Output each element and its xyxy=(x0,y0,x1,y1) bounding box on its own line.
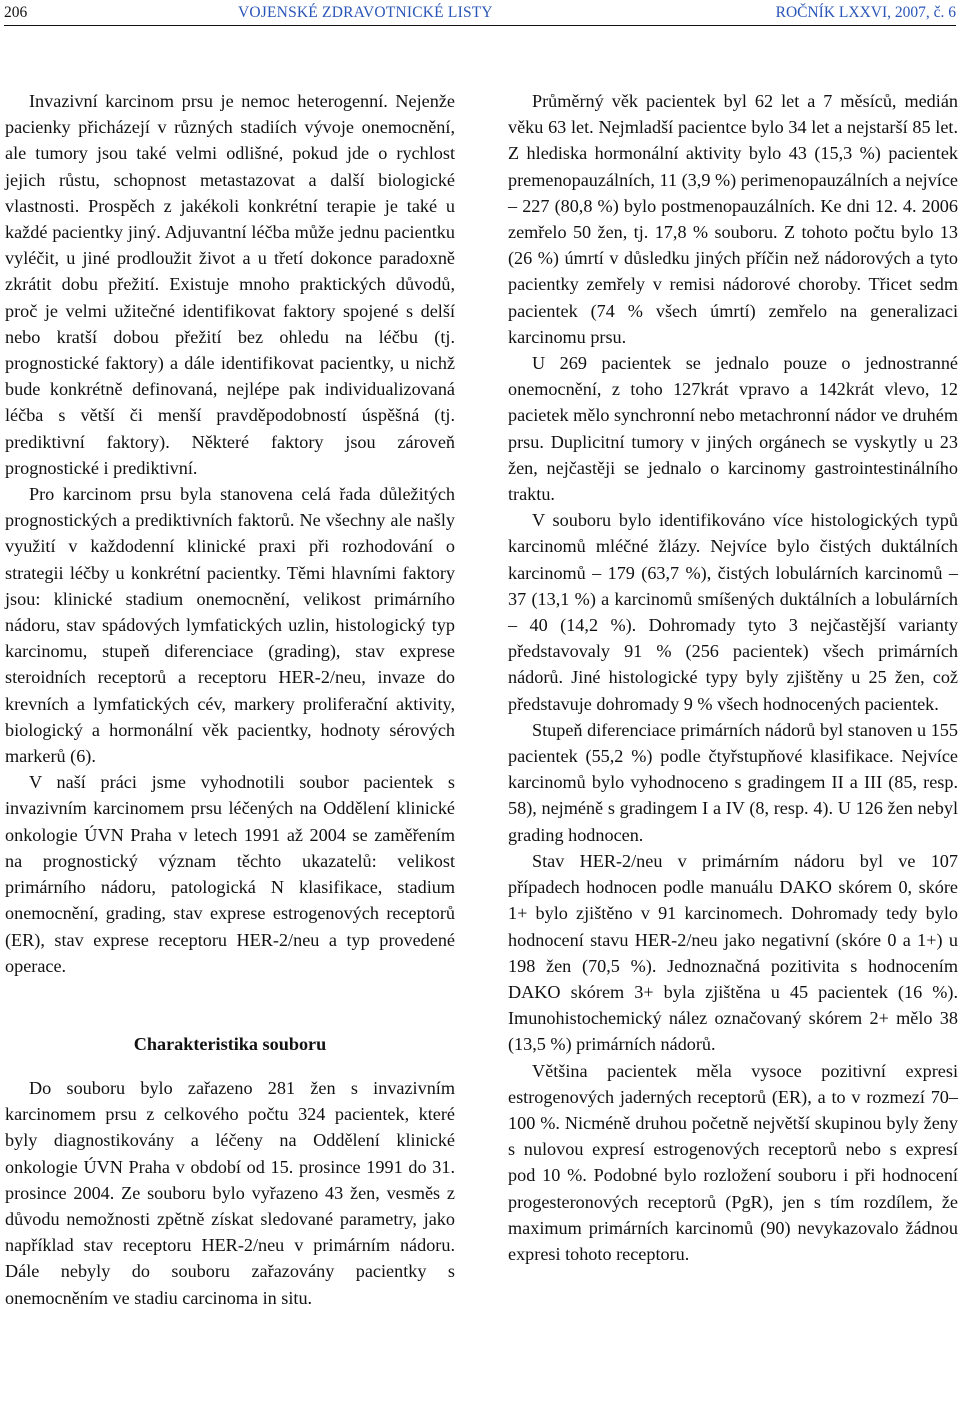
paragraph: Do souboru bylo zařazeno 281 žen s invazivním karcinomem prsu z celkového počtu 324 pacientek, které byly diagnostikovány a léčeny na Oddělení klinické onkologie ÚVN Praha v období od 15. prosince 1991 do 31. prosince 2004. Ze souboru bylo vyřazeno 43 žen, vesměs z důvodu nemožnosti zpětně získat sledované parametry, jako například stav receptoru HER-2/neu v primárním nádoru. Dále nebyly do souboru zařazovány pacientky s onemocněním ve stadiu carcinoma in situ. xyxy=(5,1077,455,1308)
right-column xyxy=(508,88,958,1267)
paragraph: Stupeň diferenciace primárních nádorů byl stanoven u 155 pacientek (55,2 %) podle čtyřstupňové klasifikace. Nejvíce karcinomů bylo vyhodnoceno s gradingem II a III (85, resp. 58), nejméně s gradingem I a IV (8, resp. 4). U 126 žen nebyl grading hodnocen. xyxy=(508,719,958,845)
paragraph: V souboru bylo identifikováno více histologických typů karcinomů mléčné žlázy. Nejvíce bylo čistých duktálních karcinomů – 179 (63,7 %), čistých lobulárních karcinomů – 37 (13,1 %) a karcinomů smíšených duktálních a lobulárních – 40 (14,2 %). Dohromady tyto 3 nejčastější varianty představovaly 91 % (256 pacientek) všech primárních nádorů. Jiné histologické typy byly zjištěny u 25 žen, což představuje dohromady 9 % všech hodnocených pacientek. xyxy=(508,510,958,714)
section-heading: Charakteristika souboru xyxy=(133,1033,327,1054)
paragraph: U 269 pacientek se jednalo pouze o jednostranné onemocnění, z toho 127krát vpravo a 142krát vlevo, 12 pacietek mělo synchronní nebo metachronní nádor ve druhém prsu. Duplicitní tumory v jiných orgánech se vyskytly u 23 žen, nejčastěji se jednalo o karcinomy gastrointestinálního traktu. xyxy=(508,353,958,505)
left-column xyxy=(5,88,455,1311)
paragraph: Většina pacientek měla vysoce pozitivní expresi estrogenových jaderných receptorů (ER), a to v rozmezí 70–100 %. Nicméně druhou početně největší skupinou byly ženy s nulovou expresí estrogenových receptorů nebo s expresí pod 10 %. Podobné bylo rozložení souboru i při hodnocení progesteronových receptorů (PgR), jen s tím rozdílem, že maximum primárních karcinomů (90) nevykazovalo žádnou expresi tohoto receptoru. xyxy=(508,1060,958,1264)
paragraph: Pro karcinom prsu byla stanovena celá řada důležitých prognostických a prediktivních faktorů. Ne všechny ale našly využití v každodenní klinické praxi při rozhodování o strategii léčby u konkrétní pacientky. Těmi hlavními faktory jsou: klinické stadium onemocnění, velikost primárního nádoru, stav spádových lymfatických uzlin, histologický typ karcinomu, stupeň diferenciace (grading), stav exprese steroidních receptorů a receptoru HER-2/neu, invaze do krevních a lymfatických cév, markery proliferační aktivity, biologický a hormonální věk pacientky, hodnoty sérových markerů (6). xyxy=(5,484,455,767)
running-header xyxy=(4,3,956,26)
paragraph: Průměrný věk pacientek byl 62 let a 7 měsíců, medián věku 63 let. Nejmladší pacientce bylo 34 let a nejstarší 85 let. Z hlediska hormonální aktivity bylo 43 (15,3 %) pacientek premenopauzálních, 11 (3,9 %) perimenopauzálních a nejvíce – 227 (80,8 %) bylo postmenopauzálních. Ke dni 12. 4. 2006 zemřelo 50 žen, tj. 17,8 % souboru. Z tohoto počtu bylo 13 (26 %) úmrtí v důsledku jiných příčin než nádorových a tyto pacientky zemřely v remisi nádorové choroby. Třicet sedm pacientek (74 % všech úmrtí) zemřelo na generalizaci karcinomu prsu. xyxy=(508,91,958,347)
volume-info: ROČNÍK LXXVI, 2007, č. 6 xyxy=(775,4,956,21)
paragraph: V naší práci jsme vyhodnotili soubor pacientek s invazivním karcinomem prsu léčených na Oddělení klinické onkologie ÚVN Praha v letech 1991 až 2004 se zaměřením na prognostický význam těchto ukazatelů: velikost primárního nádoru, patologická N klasifikace, stadium onemocnění, grading, stav exprese estrogenových receptorů (ER), stav exprese receptoru HER-2/neu a typ provedené operace. xyxy=(5,772,455,976)
paragraph: Stav HER-2/neu v primárním nádoru byl ve 107 případech hodnocen podle manuálu DAKO skórem 0, skóre 1+ bylo zjištěno v 91 karcinomech. Dohromady tedy bylo hodnocení stavu HER-2/neu jako negativní (skóre 0 a 1+) u 198 žen (70,5 %). Jednoznačná pozitivita s hodnocením DAKO skórem 3+ byla zjištěna u 45 pacientek (16 %). Imunohistochemický nález označovaný skórem 2+ mělo 38 (13,5 %) primárních nádorů. xyxy=(508,850,958,1055)
journal-title: VOJENSKÉ ZDRAVOTNICKÉ LISTY xyxy=(238,4,493,21)
paragraph: Invazivní karcinom prsu je nemoc heterogenní. Nejenže pacienky přicházejí v různých stadiích vývoje onemocnění, ale tumory jsou také velmi odlišné, pokud jde o rychlost jejich růstu, schopnost metastazovat a další biologické vlastnosti. Prospěch z jakékoli konkrétní terapie je také u každé pacientky jiný. Adjuvantní léčba může jednu pacientku vyléčit, u jiné prodloužit život a u třetí dokonce paradoxně zkrátit dobu přežití. Existuje mnoho praktických důvodů, proč je velmi užitečné identifikovat faktory spojené s delší nebo kratší dobou přežití bez ohledu na léčbu (tj. prognostické faktory) a dále identifikovat pacientky, u nichž bude konkrétně definovaná, nejlépe pak individualizovaná léčba s větší či menší pravděpodobností úspěšná (tj. prediktivní faktory). Některé faktory jsou zároveň prognostické i prediktivní. xyxy=(5,91,455,478)
page-number: 206 xyxy=(4,4,28,21)
